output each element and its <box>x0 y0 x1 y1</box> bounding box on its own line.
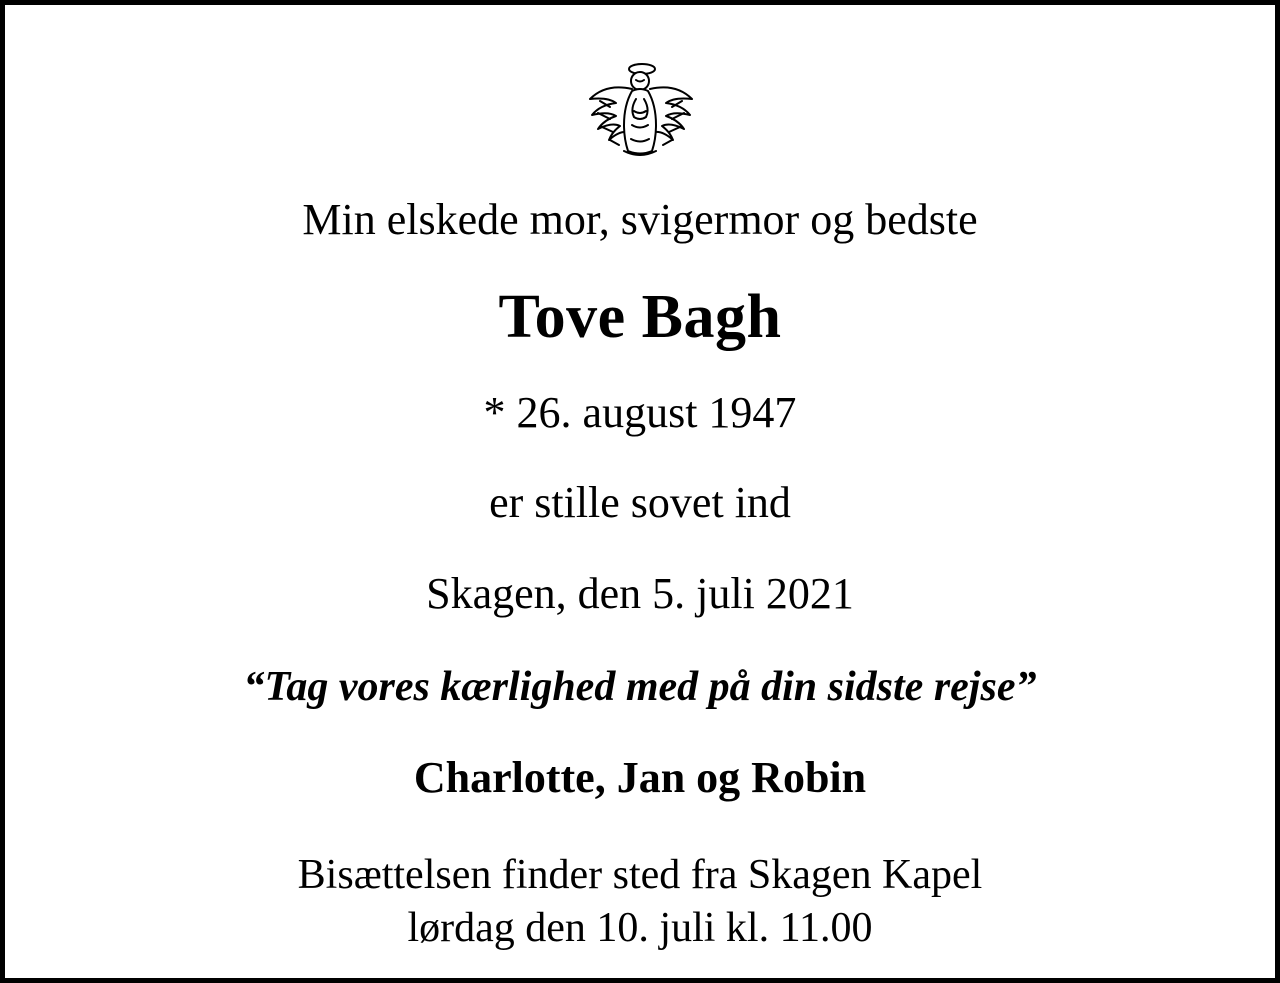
birth-date: * 26. august 1947 <box>483 388 797 438</box>
funeral-details <box>45 849 1235 954</box>
survivors-names: Charlotte, Jan og Robin <box>413 752 867 802</box>
funeral-line-2: lørdag den 10. juli kl. 11.00 <box>407 904 873 951</box>
intro-text: Min elskede mor, svigermor og bedste <box>302 195 978 244</box>
place-and-date: Skagen, den 5. juli 2021 <box>426 568 854 618</box>
angel-icon <box>580 55 700 165</box>
funeral-line-1: Bisættelsen finder sted fra Skagen Kapel <box>297 852 983 899</box>
memorial-quote: “Tag vores kærlighed med på din sidste rejse” <box>243 663 1037 710</box>
passing-text: er stille sovet ind <box>489 478 791 528</box>
deceased-name: Tove Bagh <box>498 283 782 352</box>
